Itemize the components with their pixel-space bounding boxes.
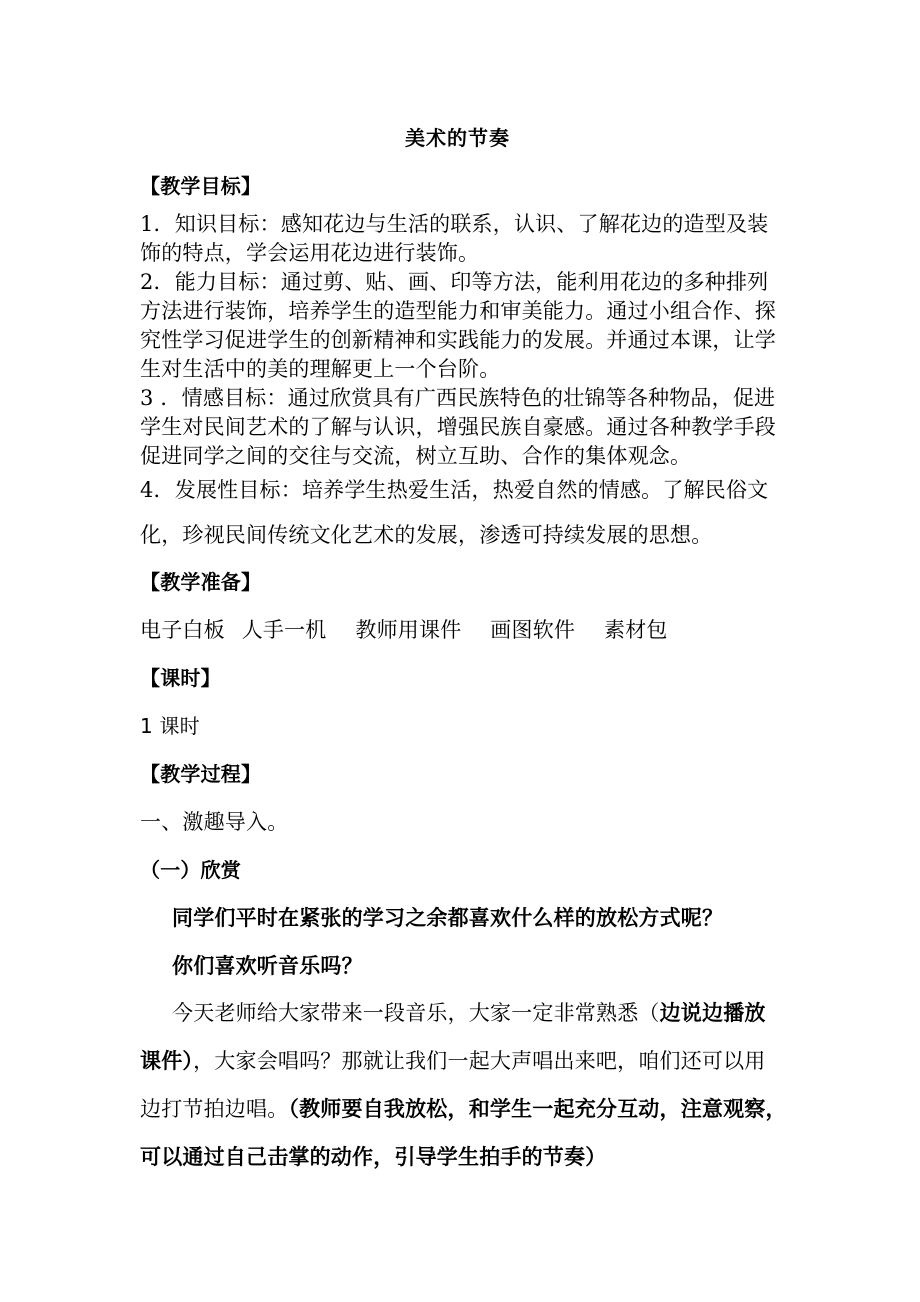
objectives-line: 生对生活中的美的理解更上一个台阶。 bbox=[140, 357, 501, 381]
process-subheading: （一）欣赏 bbox=[140, 858, 241, 882]
process-heading: 【教学过程】 bbox=[140, 762, 262, 786]
objectives-heading: 【教学目标】 bbox=[140, 174, 262, 198]
paragraph-note: 课件） bbox=[140, 1048, 194, 1073]
paragraph-line bbox=[172, 999, 766, 1027]
question-text: 你们喜欢听音乐吗？ bbox=[172, 953, 363, 978]
objectives-line: 究性学习促进学生的创新精神和实践能力的发展。并通过本课，让学 bbox=[140, 328, 776, 352]
prep-item: 教师用课件 bbox=[355, 618, 462, 642]
paragraph-note: 可以通过自己击掌的动作，引导学生拍手的节奏） bbox=[140, 1144, 607, 1169]
hours-heading: 【课时】 bbox=[140, 666, 221, 690]
prep-item: 人手一机 bbox=[241, 618, 327, 642]
prep-item: 电子白板 bbox=[140, 618, 225, 642]
prep-list bbox=[140, 616, 668, 644]
objectives-line: 化，珍视民间传统文化艺术的发展，渗透可持续发展的思想。 bbox=[140, 523, 713, 547]
paragraph-note: 边说边播放 bbox=[659, 1000, 766, 1025]
paragraph-text: 边打节拍边唱。 bbox=[140, 1097, 289, 1121]
process-step: 一、激趣导入。 bbox=[140, 810, 289, 834]
paragraph-text: 今天老师给大家带来一段音乐，大家一定非常熟悉（ bbox=[172, 1001, 660, 1025]
page-title: 美术的节奏 bbox=[405, 126, 510, 150]
objectives-line: 方法进行装饰，培养学生的造型能力和审美能力。通过小组合作、探 bbox=[140, 299, 776, 323]
paragraph-line bbox=[140, 1095, 787, 1123]
objectives-line: 2．能力目标：通过剪、贴、画、印等方法，能利用花边的多种排列 bbox=[140, 270, 769, 294]
question-text: 同学们平时在紧张的学习之余都喜欢什么样的放松方式呢？ bbox=[172, 905, 724, 930]
objectives-line: 饰的特点，学会运用花边进行装饰。 bbox=[140, 241, 480, 265]
prep-item: 素材包 bbox=[604, 618, 668, 642]
paragraph-text: ，大家会唱吗？那就让我们一起大声唱出来吧，咱们还可以用 bbox=[193, 1049, 766, 1073]
paragraph-line bbox=[140, 1047, 766, 1075]
objectives-line: 1．知识目标：感知花边与生活的联系，认识、了解花边的造型及装 bbox=[140, 212, 769, 236]
paragraph-note: （教师要自我放松，和学生一起充分互动，注意观察， bbox=[288, 1096, 787, 1121]
hours-text: 1 课时 bbox=[140, 714, 200, 738]
objectives-line: 学生对民间艺术的了解与认识，增强民族自豪感。通过各种教学手段 bbox=[140, 415, 776, 439]
prep-item: 画图软件 bbox=[490, 618, 576, 642]
objectives-line: 4．发展性目标：培养学生热爱生活，热爱自然的情感。了解民俗文 bbox=[140, 478, 769, 502]
prep-heading: 【教学准备】 bbox=[140, 570, 262, 594]
objectives-line: 3 ．情感目标：通过欣赏具有广西民族特色的壮锦等各种物品，促进 bbox=[140, 386, 776, 410]
objectives-line: 促进同学之间的交往与交流，树立互助、合作的集体观念。 bbox=[140, 444, 692, 468]
